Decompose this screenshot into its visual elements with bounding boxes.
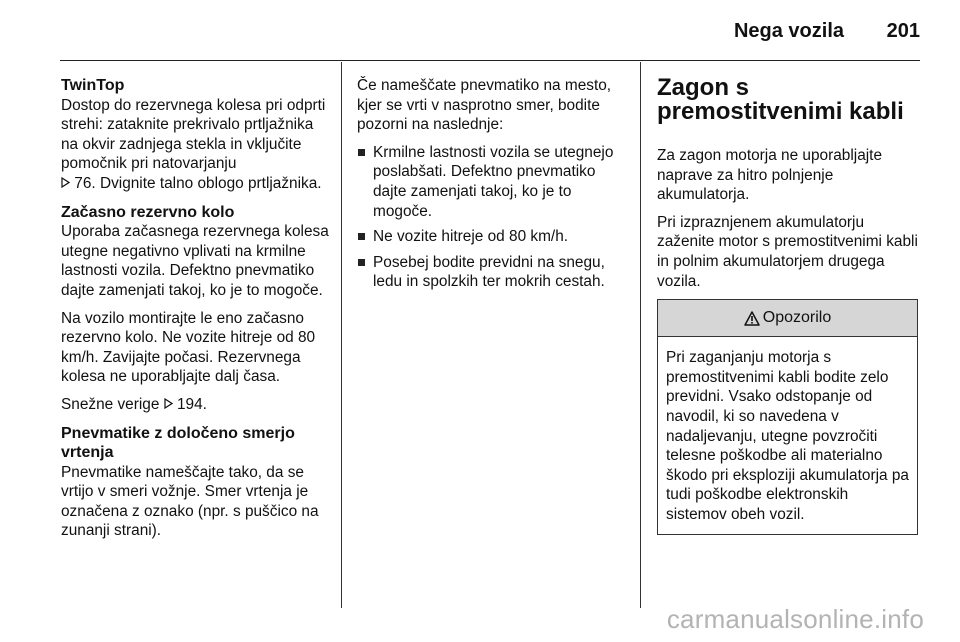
column-divider-2 bbox=[640, 62, 641, 608]
snow-chains-end: . bbox=[202, 395, 207, 413]
bullet-square-icon bbox=[358, 233, 365, 240]
twintop-text-end: . Dvignite talno oblogo prtljažnika. bbox=[91, 174, 322, 192]
column-3 bbox=[657, 76, 922, 535]
header-divider bbox=[60, 60, 920, 61]
list-item-text: Posebej bodite previdni na snegu, ledu in spolzkih ter mokrih cestah. bbox=[373, 253, 605, 291]
list-item bbox=[357, 227, 627, 247]
snow-chains-label: Snežne verige bbox=[61, 395, 160, 413]
bullet-square-icon bbox=[358, 259, 365, 266]
column-2 bbox=[357, 76, 627, 298]
bullet-square-icon bbox=[358, 149, 365, 156]
watermark: carmanualsonline.info bbox=[666, 604, 924, 634]
column-divider-1 bbox=[341, 62, 342, 608]
twintop-page-ref[interactable]: 76 bbox=[74, 174, 92, 192]
reference-arrow-icon bbox=[164, 398, 173, 412]
page-header bbox=[0, 0, 960, 62]
snow-chains-page-ref[interactable]: 194 bbox=[176, 395, 203, 413]
warning-header bbox=[658, 300, 917, 337]
temp-spare-section bbox=[61, 203, 329, 416]
warning-label: Opozorilo bbox=[762, 309, 832, 327]
bullet-list bbox=[357, 143, 627, 292]
temp-spare-heading: Začasno rezervno kolo bbox=[61, 203, 235, 221]
column-1 bbox=[61, 76, 329, 549]
twintop-section bbox=[61, 76, 329, 195]
directional-tyres-section bbox=[61, 424, 329, 542]
section-title: Nega vozila bbox=[733, 20, 844, 42]
temp-spare-p1: Uporaba začasnega rezervnega kolesa utegne negativno vplivati na krmilne lastnosti vozila. Defektno pnevmatiko dajte zamenjati takoj, ko je to mogoče. bbox=[61, 223, 329, 299]
snow-chains-ref bbox=[61, 395, 329, 416]
list-item bbox=[357, 253, 627, 292]
twintop-text-body: Dostop do rezervnega kolesa pri odprti strehi: zataknite prekrivalo prtljažnika na okvir zadnjega stekla in vključite pomočnik pri natovarjanju bbox=[61, 96, 326, 173]
page-number: 201 bbox=[886, 20, 920, 42]
twintop-heading: TwinTop bbox=[61, 77, 125, 94]
jump-start-p1: Za zagon motorja ne uporabljajte naprave za hitro polnjenje akumulatorja. bbox=[657, 147, 883, 204]
warning-triangle-icon bbox=[744, 311, 760, 326]
jump-start-p2: Pri izpraznjenem akumulatorju zaženite motor s premostitvenimi kabli in polnim akumulatorjem drugega vozila. bbox=[657, 213, 918, 290]
jump-start-title: Zagon s premostitvenimi kabli bbox=[657, 74, 904, 125]
list-item-text: Krmilne lastnosti vozila se utegnejo poslabšati. Defektno pnevmatiko dajte zamenjati takoj, ko je to mogoče. bbox=[373, 143, 614, 220]
warning-text: Pri zaganjanju motorja s premostitvenimi kabli bodite zelo previdni. Vsako odstopanje od navodil, ki so navedena v nadaljevanju, utegne povzročiti telesne poškodbe ali materialno škodo pri eksploziji akumulatorja pa tudi poškodbe elektronskih sistemov obeh vozil. bbox=[666, 349, 909, 523]
warning-box bbox=[657, 299, 918, 534]
directional-tyres-text: Pnevmatike nameščajte tako, da se vrtijo v smeri vožnje. Smer vrtenja je označena z oznako (npr. s puščico na zunanji strani). bbox=[61, 463, 319, 540]
list-item bbox=[357, 143, 627, 221]
temp-spare-p2: Na vozilo montirajte le eno začasno rezervno kolo. Ne vozite hitreje od 80 km/h. Zavijajte počasi. Rezervnega kolesa ne uporabljajte dalj časa. bbox=[61, 309, 316, 386]
reference-arrow-icon bbox=[61, 177, 70, 191]
reverse-mount-intro: Če nameščate pnevmatiko na mesto, kjer se vrti v nasprotno smer, bodite pozorni na naslednje: bbox=[357, 77, 612, 134]
twintop-text bbox=[61, 96, 329, 195]
directional-tyres-heading: Pnevmatike z določeno smerjo vrtenja bbox=[61, 424, 295, 462]
list-item-text: Ne vozite hitreje od 80 km/h. bbox=[373, 228, 569, 246]
